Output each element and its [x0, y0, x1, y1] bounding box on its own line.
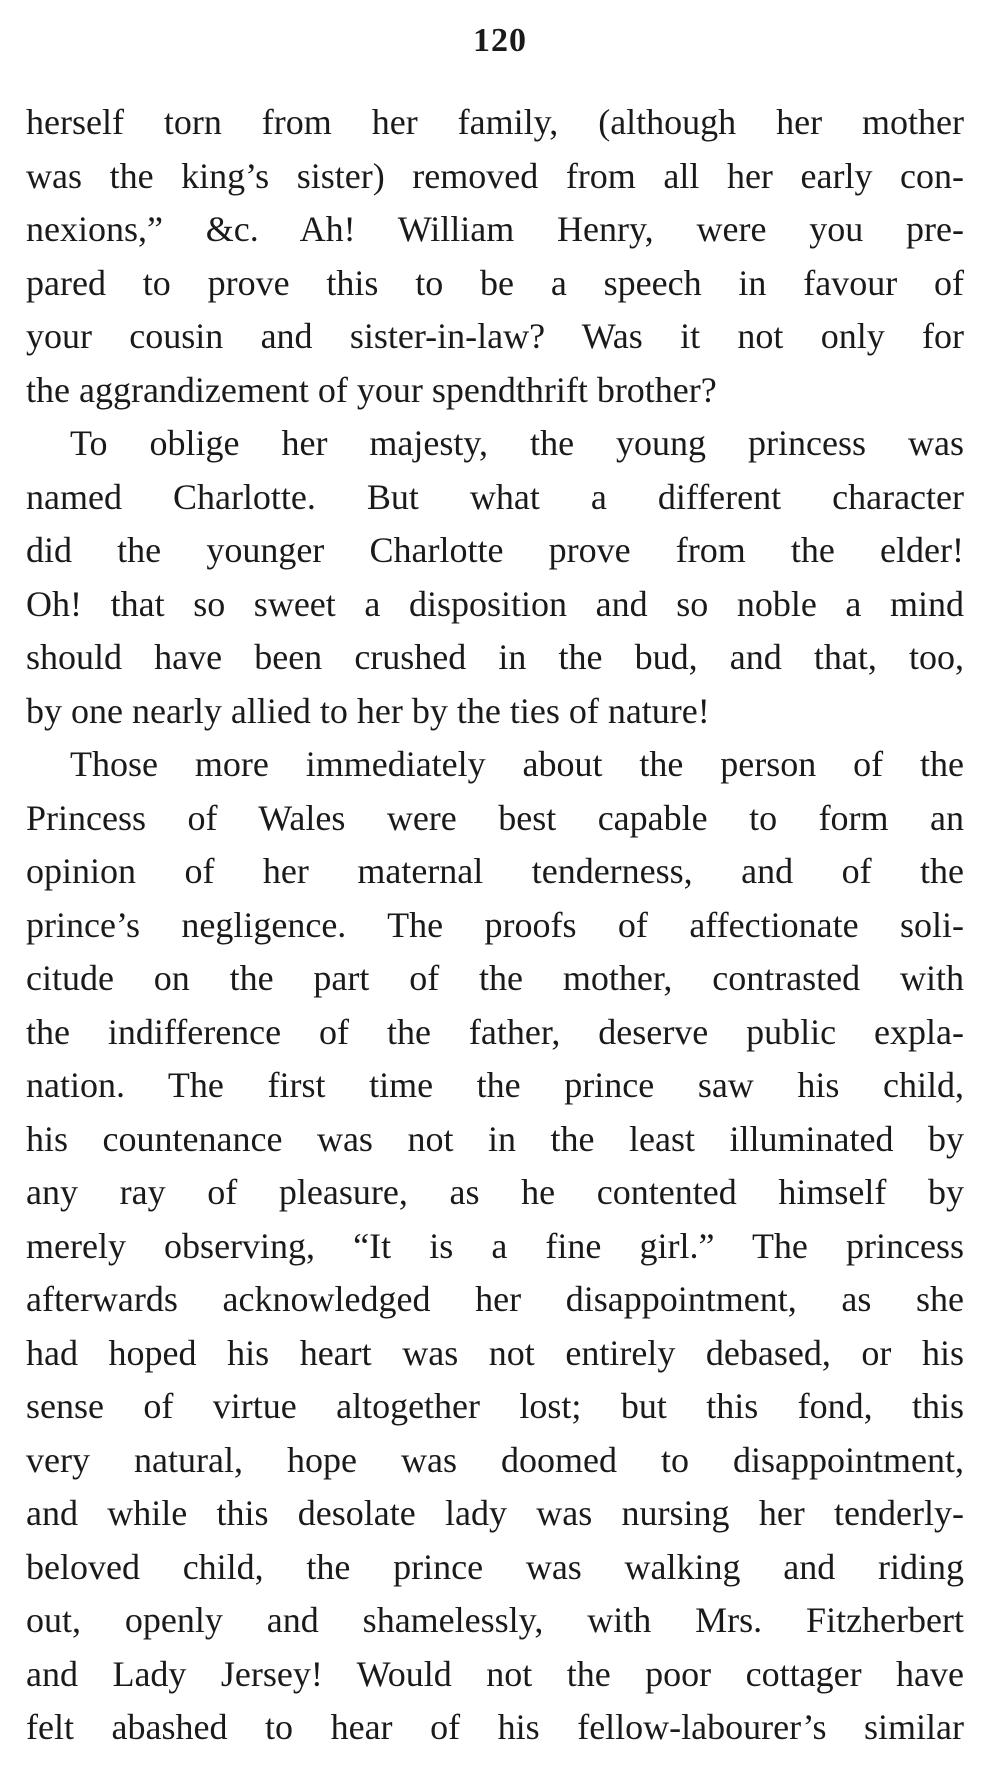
body-text [26, 96, 964, 1755]
text-line: the aggrandizement of your spendthrift brother? [26, 369, 717, 410]
text-line: merely observing, “It is a fine girl.” The princess [26, 1225, 964, 1266]
text-line: beloved child, the prince was walking and riding [26, 1546, 964, 1587]
text-line: opinion of her maternal tenderness, and of the [26, 851, 964, 891]
text-line: nexions,” &c. Ah! William Henry, were you pre- [26, 209, 964, 249]
text-line: the indifference of the father, deserve public expla- [26, 1011, 964, 1052]
text-line: pared to prove this to be a speech in favour of [26, 262, 964, 303]
text-line: nation. The first time the prince saw his child, [26, 1065, 964, 1105]
paragraph-start-line: Those more immediately about the person of the [70, 744, 964, 784]
text-line: and Lady Jersey! Would not the poor cottager have [26, 1653, 964, 1694]
text-line: any ray of pleasure, as he contented himself by [26, 1172, 964, 1212]
paragraph-start-line: To oblige her majesty, the young princess was [70, 423, 964, 463]
text-line: was the king’s sister) removed from all her early con- [26, 155, 964, 196]
text-line: named Charlotte. But what a different character [26, 476, 964, 517]
text-line: afterwards acknowledged her disappointment, as she [26, 1279, 964, 1319]
text-line: Oh! that so sweet a disposition and so noble a mind [26, 583, 964, 624]
text-line: prince’s negligence. The proofs of affectionate soli- [26, 904, 964, 945]
text-line: out, openly and shamelessly, with Mrs. Fitzherbert [26, 1600, 964, 1640]
text-line: and while this desolate lady was nursing her tenderly- [26, 1493, 964, 1533]
text-line: felt abashed to hear of his fellow-labourer’s similar [26, 1707, 964, 1747]
text-line: Princess of Wales were best capable to form an [26, 797, 964, 838]
text-line: did the younger Charlotte prove from the elder! [26, 530, 964, 570]
text-line: very natural, hope was doomed to disappointment, [26, 1439, 964, 1480]
text-line: sense of virtue altogether lost; but this fond, this [26, 1386, 964, 1426]
text-line: by one nearly allied to her by the ties of nature! [26, 690, 710, 731]
page-number: 120 [473, 22, 527, 59]
text-line: your cousin and sister-in-law? Was it not only for [26, 316, 964, 356]
text-line: citude on the part of the mother, contrasted with [26, 958, 964, 998]
text-line: herself torn from her family, (although her mother [26, 102, 964, 142]
text-line: had hoped his heart was not entirely debased, or his [26, 1332, 964, 1373]
text-line: should have been crushed in the bud, and that, too, [26, 637, 964, 677]
text-line: his countenance was not in the least illuminated by [26, 1118, 964, 1159]
